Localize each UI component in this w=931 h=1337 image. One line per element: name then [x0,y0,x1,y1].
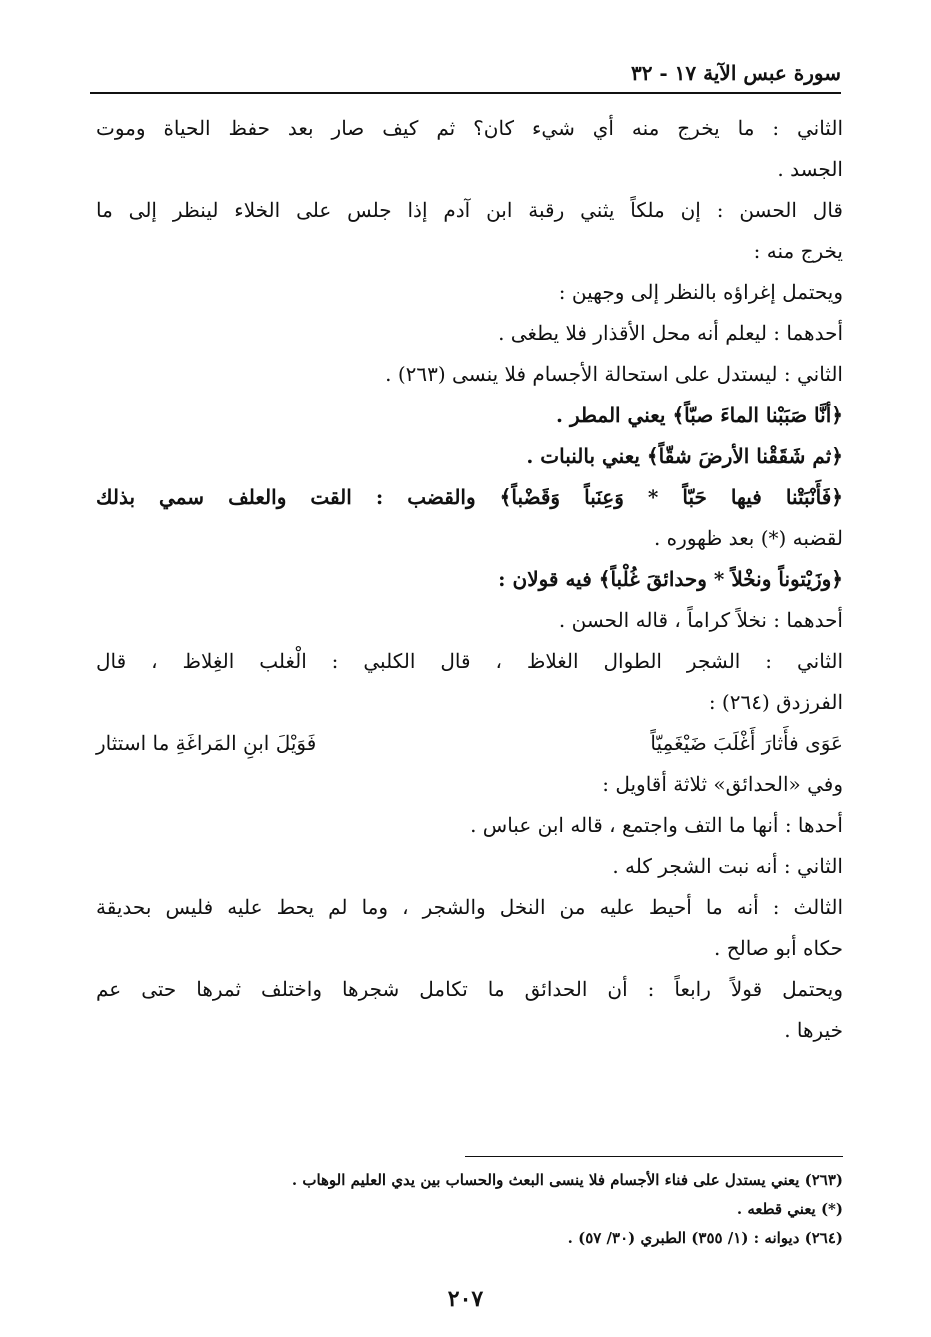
quran-verse-line: ﴿فَأَنْبَتْنا فيها حَبّاً * وَعِنَباً وَقَضْباً﴾ والقضب : القت والعلف سمي بذلك [96,485,843,509]
page-number: ٢٠٧ [447,1286,484,1312]
text-line: خيرها . [784,1018,843,1042]
text-line: وفي «الحدائق» ثلاثة أقاويل : [602,772,843,796]
verse-second-hemistich: فَوَيْلَ ابنِ المَراغَةِ ما استثار [96,731,317,755]
text-line: لقضبه (*) بعد ظهوره . [653,526,843,550]
text-line: الجسد . [777,157,843,181]
text-line: ويحتمل قولاً رابعاً : أن الحدائق ما تكامل شجرها واختلف ثمرها حتى عم [96,977,843,1001]
text-line: أحدها : أنها ما التف واجتمع ، قاله ابن عباس . [470,813,843,837]
quran-verse-line: ﴿أنَّا صَبَبْنا الماءَ صبّاً﴾ يعني المطر . [556,403,843,427]
text-line: حكاه أبو صالح . [714,936,843,960]
running-header [90,58,841,94]
footnote: (٢٦٣) يعني يستدل على فناء الأجسام فلا ينسى البعث والحساب بين يدي العليم الوهاب . [291,1171,843,1189]
text-line: الثالث : أنه ما أحيط عليه من النخل والشجر ، وما لم يحط عليه فليس بحديقة [96,895,844,919]
verse-first-hemistich: عَوَى فأَثارَ أَغْلَبَ ضَيْغَمِيّاً [650,731,843,755]
quran-verse-line: ﴿وزَيْتوناً ونخْلاً * وحدائقَ غُلْباً﴾ فيه قولان : [498,567,843,591]
text-line: قال الحسن : إن ملكاً يثني رقبة ابن آدم إذا جلس على الخلاء لينظر إلى ما [96,198,843,222]
quran-verse-line: ﴿ثم شَقَقْنا الأرضَ شقّاً﴾ يعني بالنبات . [526,444,843,468]
header-title: سورة عبس الآية ١٧ - ٣٢ [630,61,841,85]
text-line: ويحتمل إغراؤه بالنظر إلى وجهين : [558,280,843,304]
footnote: (*) يعني قطعه . [736,1200,843,1218]
text-line: أحدهما : ليعلم أنه محل الأقذار فلا يطغى . [498,321,843,345]
text-line: يخرج منه : [753,239,843,263]
text-line: الثاني : الشجر الطوال الغلاظ ، قال الكلبي : الْغلب الغِلاظ ، قال [96,649,843,673]
poetry-verse [96,723,843,764]
footnotes [96,1166,843,1253]
footnote-separator [465,1156,843,1157]
text-line: أحدهما : نخلاً كراماً ، قاله الحسن . [558,608,843,632]
main-text [96,108,843,1051]
text-line: الثاني : أنه نبت الشجر كله . [612,854,843,878]
text-line: الفرزدق (٢٦٤) : [708,690,843,714]
text-line: الثاني : ما يخرج منه أي شيء كان؟ ثم كيف صار بعد حفظ الحياة وموت [96,116,843,140]
text-line: الثاني : ليستدل على استحالة الأجسام فلا ينسى (٢٦٣) . [385,362,843,386]
footnote: (٢٦٤) ديوانه : (١/ ٣٥٥) الطبري (٣٠/ ٥٧) . [567,1229,843,1247]
